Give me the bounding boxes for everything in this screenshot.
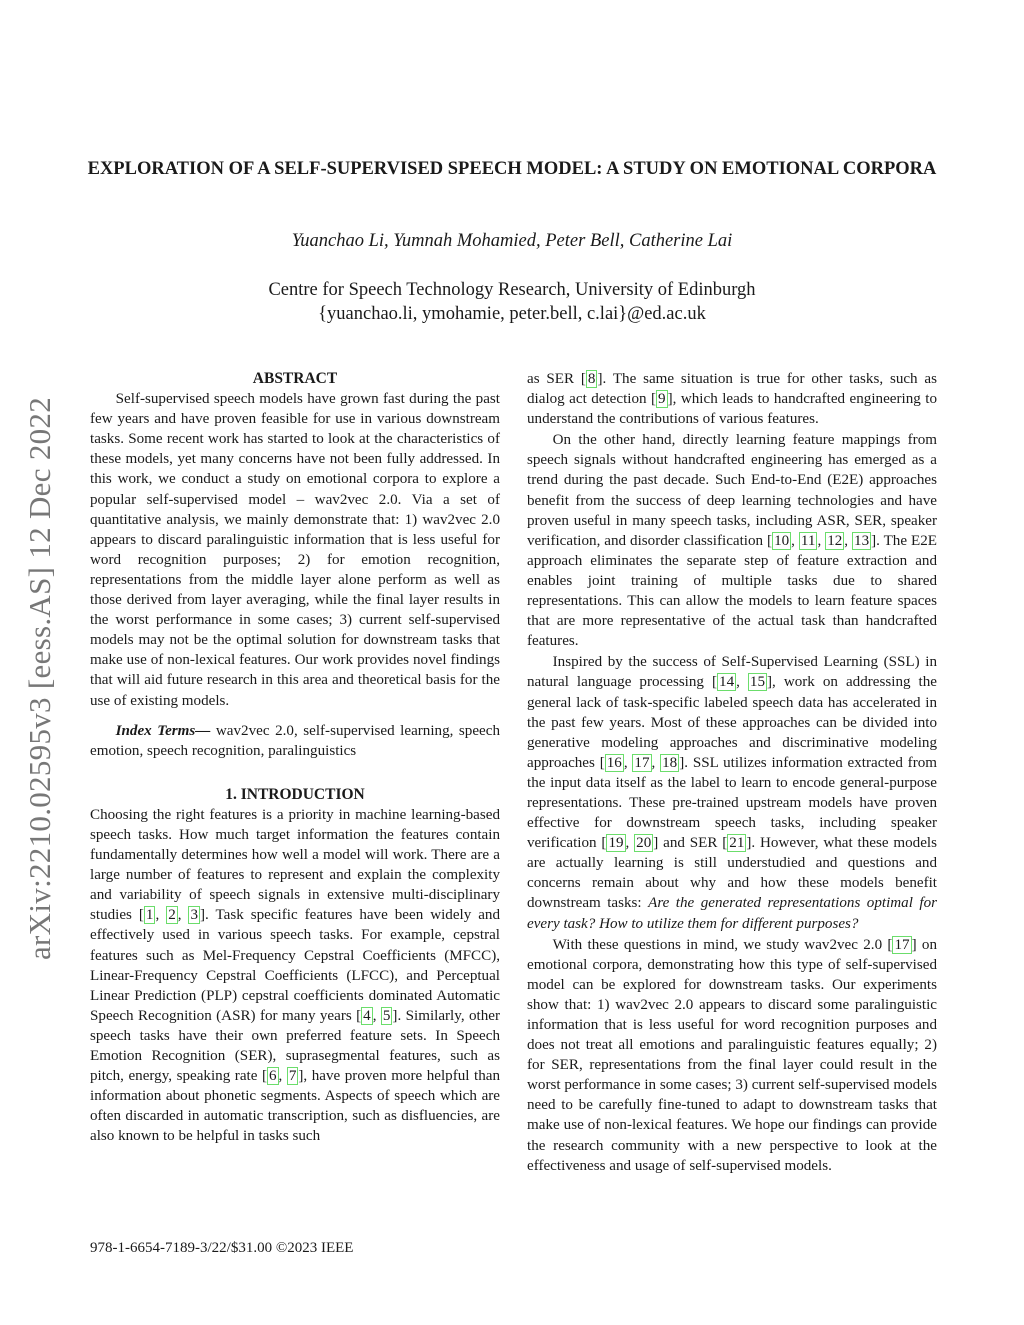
citation-link[interactable]: 19 bbox=[608, 835, 624, 852]
citation-link[interactable]: 2 bbox=[168, 907, 176, 924]
citation-link[interactable]: 4 bbox=[363, 1007, 371, 1024]
citation-link[interactable]: 10 bbox=[774, 532, 790, 549]
citation-link[interactable]: 8 bbox=[587, 371, 596, 387]
citation-link[interactable]: 12 bbox=[827, 532, 843, 549]
index-terms-text: wav2vec 2.0, self-supervised learning, speech emotion, speech recognition, paralinguistics bbox=[90, 722, 501, 759]
right-column bbox=[527, 369, 937, 1176]
intro-paragraph-1-continued: as SER [ 8 ]. The same situation is true for other tasks, such as dialog act detection [ 9 ], which leads to handcrafted engineering to understand the contributions of various features. bbox=[527, 371, 937, 428]
citation-link[interactable]: 17 bbox=[634, 754, 650, 771]
citation-link[interactable]: 7 bbox=[288, 1068, 297, 1085]
intro-paragraph-3: Inspired by the success of Self-Supervised Learning (SSL) in natural language processing [ 14 , 15 ], work on addressing the general lack of task-specific labeled speech data has accelerated in the past few years. Most of these approaches can be divided into generative modeling approaches and discriminative modeling approaches [ 16 , 17 , 18 ]. SSL utilizes information extracted from the input data itself as the label to learn to encode general-purpose representations. These pre-trained upstream models have proven effective for downstream speech tasks, including speaker verification [ 19 , 20 ] and SER [ 21 ]. However, what these models are actually learning is still understudied and questions and concerns remain about why and how these models benefit downstream tasks: Are the generated representations optimal for every task? How to utilize them for different purposes? bbox=[527, 654, 938, 932]
citation-link[interactable]: 6 bbox=[268, 1068, 277, 1085]
citation-link[interactable]: 14 bbox=[719, 674, 735, 691]
paper-title: EXPLORATION OF A SELF-SUPERVISED SPEECH MODEL: A STUDY ON EMOTIONAL CORPORA bbox=[87, 159, 937, 179]
intro-paragraph-4: With these questions in mind, we study wav2vec 2.0 [ 17 ] on emotional corpora, demonstrating how this type of self-supervised model can be explored for downstream tasks. Our experiments show that: 1) wav2vec 2.0 appears to discard some paralinguistic information that is less useful for word recognition purposes and does not treat all emotions and paralinguistic features equally; 2) for SER, representations from the final layer could result in the worst performance in some cases; 3) current self-supervised models need to be carefully fine-tuned to adapt to downstream tasks that make use of non-lexical features. We hope our findings can provide the research community with a new perspective to look at the effectiveness and usage of self-supervised models. bbox=[527, 936, 937, 1174]
citation-link[interactable]: 21 bbox=[729, 835, 745, 852]
abstract-heading: ABSTRACT bbox=[252, 370, 338, 387]
citation-link[interactable]: 11 bbox=[800, 532, 816, 549]
intro-heading: 1. INTRODUCTION bbox=[225, 785, 365, 803]
citation-link[interactable]: 9 bbox=[658, 391, 666, 408]
author-list: Yuanchao Li, Yumnah Mohamied, Peter Bell, Catherine Lai bbox=[291, 231, 733, 251]
left-column bbox=[90, 369, 500, 1146]
citation-link[interactable]: 16 bbox=[606, 754, 622, 771]
copyright-footer: 978-1-6654-7189-3/22/$31.00 ©2023 IEEE bbox=[90, 1240, 354, 1256]
citation-link[interactable]: 18 bbox=[662, 754, 678, 771]
arxiv-stamp: arXiv:2210.02595v3 [eess.AS] 12 Dec 2022 bbox=[22, 396, 57, 960]
intro-paragraph-1: Choosing the right features is a priority in machine learning-based speech tasks. How much target information the features contain fundamentally determines how well a model will work. There are a large number of features to represent and explain the complexity and variability of speech signals in extensive multi-disciplinary studies [ 1 , 2 , 3 ]. Task specific features have been widely and effectively used in various speech tasks. For example, cepstral features such as Mel-Frequency Cepstral Coefficients (MFCC), Linear-Frequency Cepstral Coefficients (LFCC), and Perceptual Linear Prediction (PLP) cepstral coefficients dominated Automatic Speech Recognition (ASR) for many years [ 4 , 5 ]. Similarly, other speech tasks have their own preferred feature sets. In Speech Emotion Recognition (SER), suprasegmental features, such as pitch, energy, speaking rate [ 6 , 7 ], have proven more helpful than information about phonetic segments. Aspects of speech which are often discarded in automatic transcription, such as disfluencies, are also known to be helpful in tasks such bbox=[90, 806, 501, 1145]
citation-link[interactable]: 20 bbox=[636, 835, 652, 852]
citation-link[interactable]: 13 bbox=[854, 532, 870, 549]
abstract-body: Self-supervised speech models have grown fast during the past few years and have proven feasible for use in various downstream tasks. Some recent work has started to look at the characteristics of these models, yet many concerns have not been fully addressed. In this work, we conduct a study on emotional corpora to explore a popular self-supervised model – wav2vec 2.0. Via a set of quantitative analysis, we mainly demonstrate that: 1) wav2vec 2.0 appears to discard paralinguistic information that is less useful for word recognition purposes; 2) for emotion recognition, representations from the middle layer alone perform as well as those derived from layer averaging, while the final layer results in the worst performance in some cases; 3) current self-supervised models may not be the optimal solution for downstream tasks that make use of non-lexical features. Our work provides novel findings that will aid future research in this area and theoretical basis for the use of existing models. bbox=[90, 391, 500, 709]
index-terms bbox=[90, 721, 500, 761]
citation-link[interactable]: 3 bbox=[190, 907, 199, 924]
intro-paragraph-2: On the other hand, directly learning feature mappings from speech signals without handcrafted engineering has emerged as a trend during the past decade. Such End-to-End (E2E) approaches benefit from the success of deep learning technologies and have proven useful in many speech tasks, including ASR, SER, speaker verification, and disorder classification [ 10 , 11 , 12 , 13 ]. The E2E approach eliminates the separate step of feature extraction and enables joint training of multiple tasks due to shared representations. This can allow the models to learn feature spaces that are more representative of the actual task than handcrafted features. bbox=[527, 432, 938, 650]
affiliation-block bbox=[80, 278, 944, 326]
citation-link[interactable]: 17 bbox=[894, 936, 910, 953]
research-question: Are the generated representations optimal for every task? How to utilize them for different purposes? bbox=[527, 895, 938, 932]
index-terms-label: Index Terms— bbox=[115, 722, 211, 739]
citation-link[interactable]: 1 bbox=[145, 907, 154, 924]
citation-link[interactable]: 15 bbox=[749, 674, 766, 691]
affiliation: Centre for Speech Technology Research, University of Edinburgh bbox=[268, 280, 756, 300]
citation-link[interactable]: 5 bbox=[382, 1007, 391, 1024]
emails: {yuanchao.li, ymohamie, peter.bell, c.lai}@ed.ac.uk bbox=[318, 304, 706, 324]
